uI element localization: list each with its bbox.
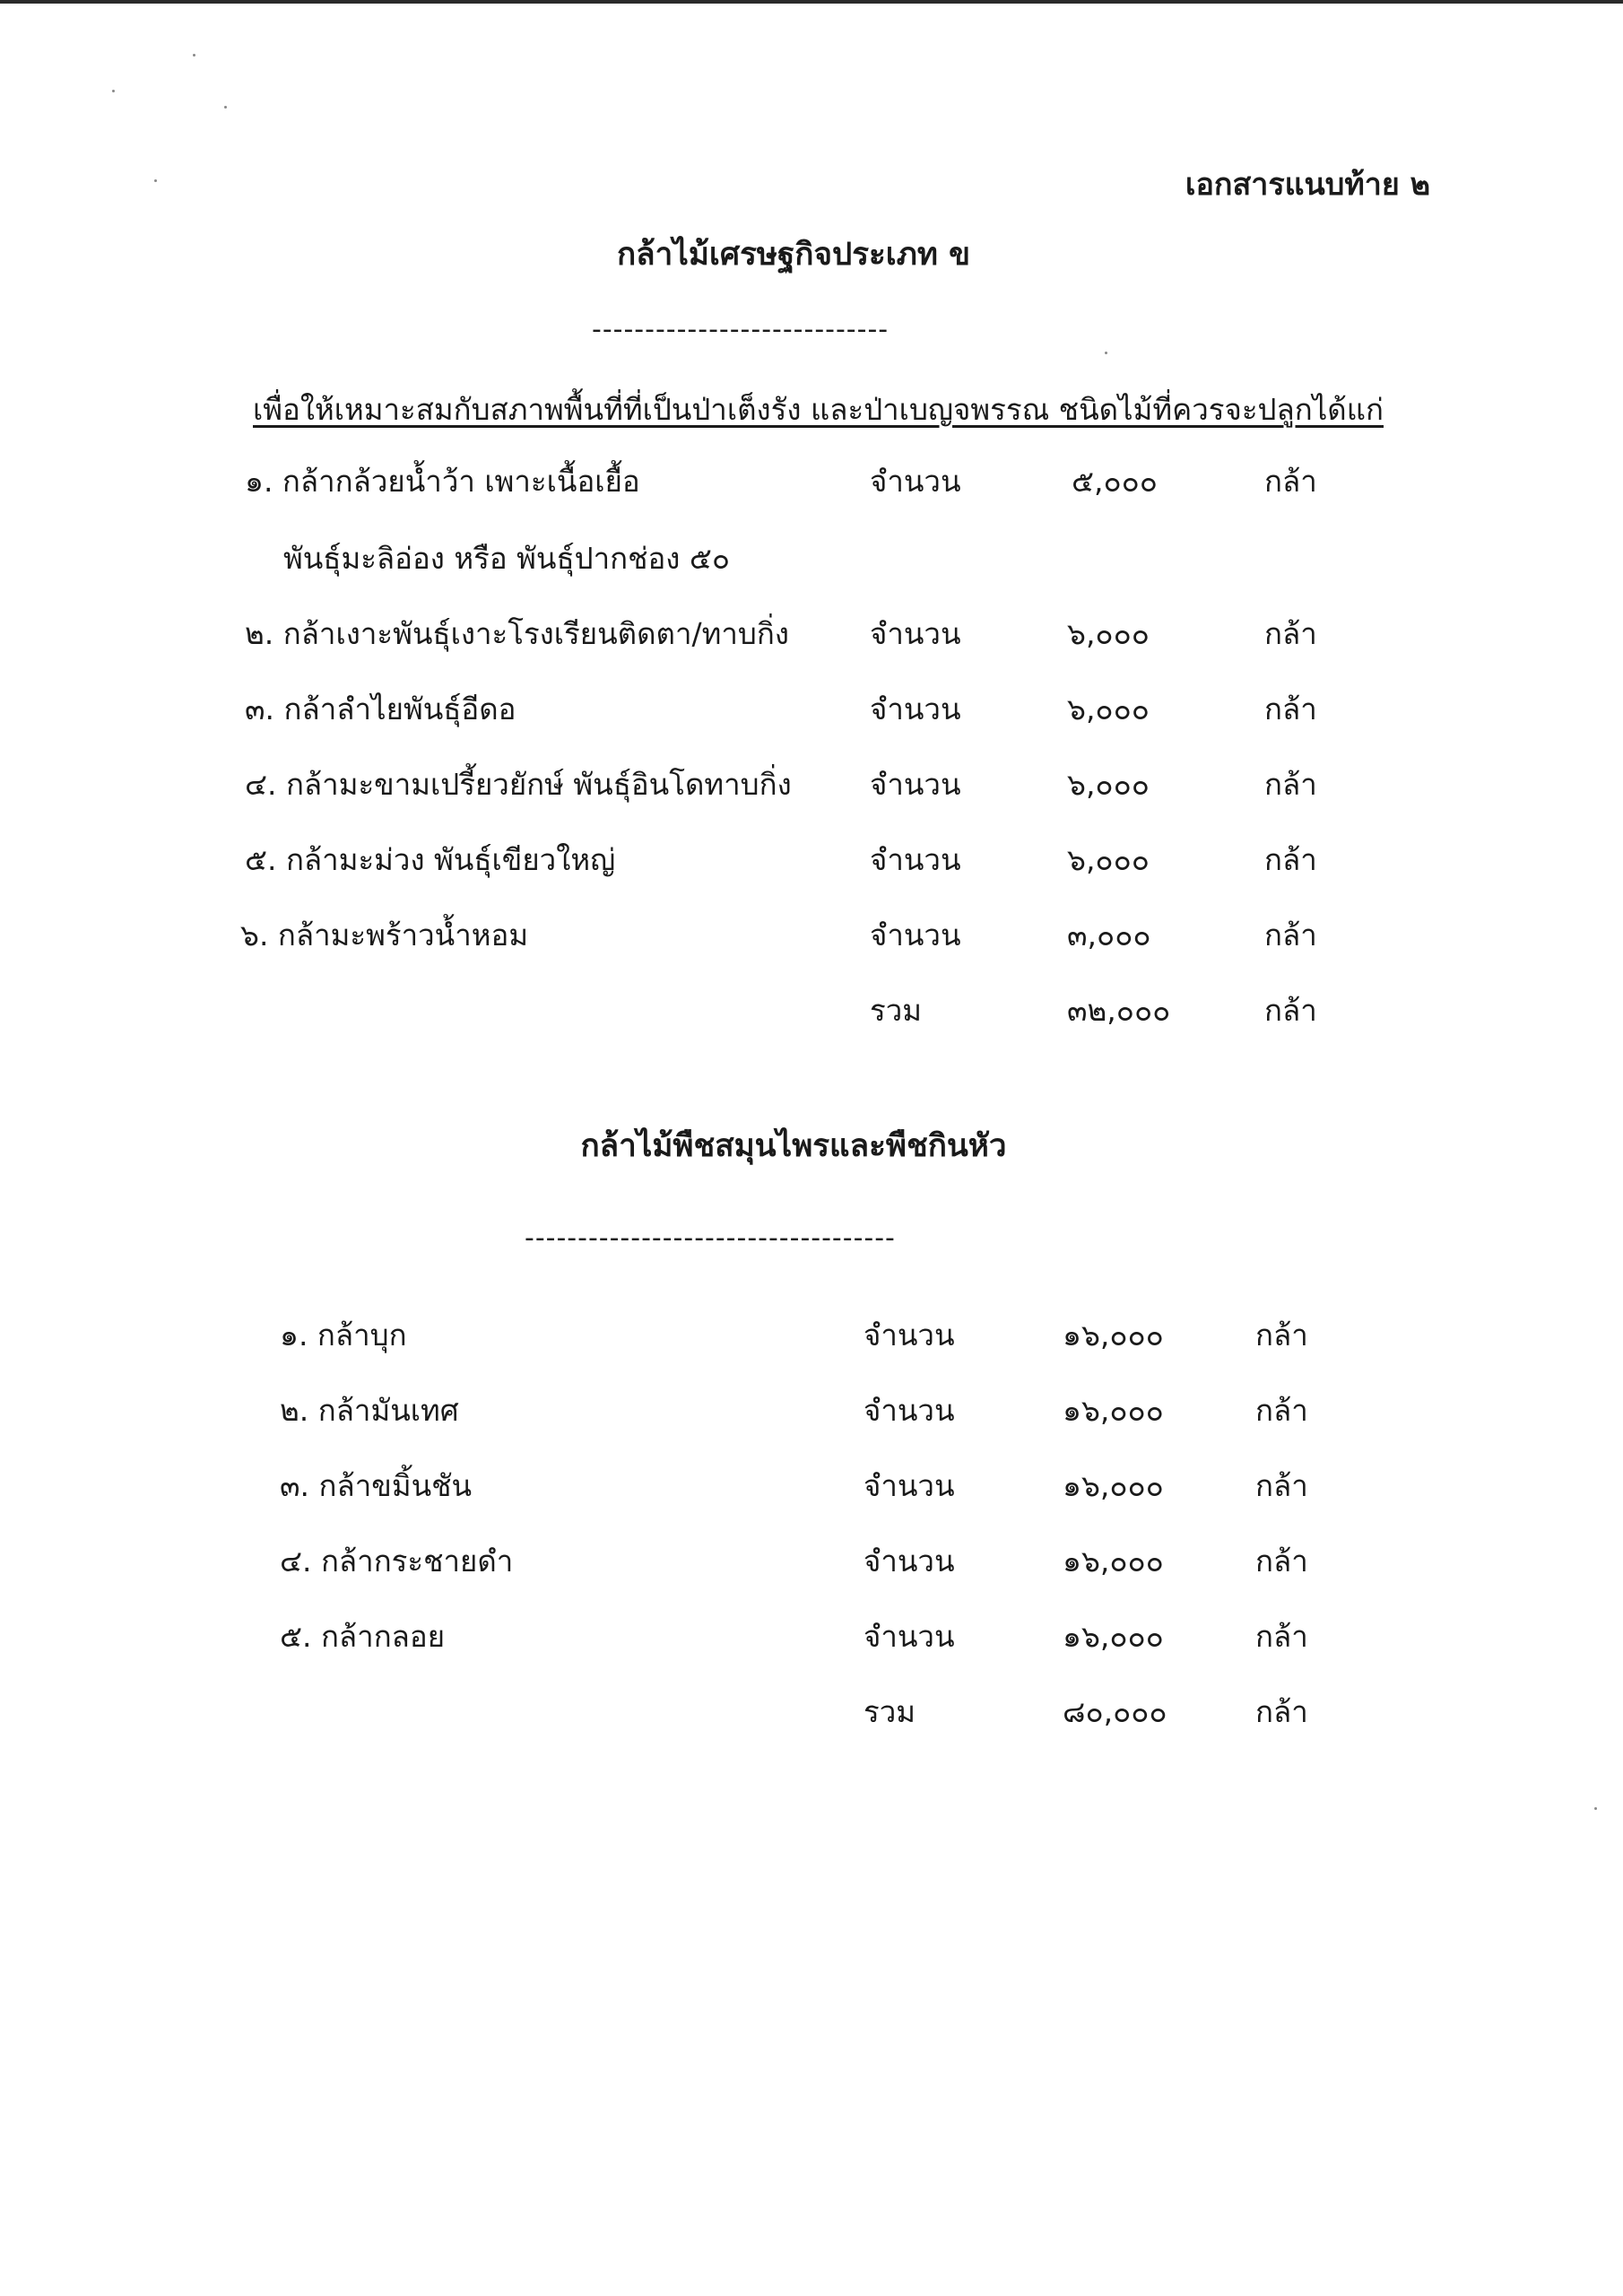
item-quantity: ๖,๐๐๐ [1067, 616, 1150, 651]
list-item [0, 457, 1623, 502]
list-item-continuation [0, 535, 1623, 579]
item-quantity: ๑๖,๐๐๐ [1063, 1619, 1164, 1654]
item-name: ๕. กล้ามะม่วง พันธุ์เขียวใหญ่ [245, 842, 616, 877]
total-unit: กล้า [1255, 1694, 1308, 1729]
item-quantity: ๑๖,๐๐๐ [1063, 1318, 1164, 1352]
item-quantity: ๑๖,๐๐๐ [1063, 1468, 1164, 1503]
item-name: ๖. กล้ามะพร้าวน้ำหอม [240, 918, 529, 952]
item-quantity: ๖,๐๐๐ [1067, 767, 1150, 802]
item-name: ๑. กล้าบุก [280, 1318, 407, 1352]
list-item [0, 836, 1623, 881]
total-quantity: ๘๐,๐๐๐ [1063, 1694, 1167, 1729]
list-item [0, 610, 1623, 655]
list-item [0, 1613, 1623, 1657]
item-name: ๔. กล้ามะขามเปรี้ยวยักษ์ พันธุ์อินโดทาบกิ่ง [245, 767, 792, 802]
amount-label: จำนวน [864, 1393, 955, 1428]
scan-speck [1594, 1807, 1597, 1810]
item-quantity: ๖,๐๐๐ [1067, 842, 1150, 877]
item-unit: กล้า [1255, 1393, 1308, 1428]
amount-label: จำนวน [870, 842, 961, 877]
item-quantity: ๑๖,๐๐๐ [1063, 1544, 1164, 1578]
list-item [0, 1387, 1623, 1431]
item-unit: กล้า [1264, 767, 1317, 802]
scan-speck [154, 179, 157, 182]
item-name: ๓. กล้าขมิ้นชัน [280, 1468, 473, 1503]
list-item [0, 1537, 1623, 1582]
annex-label: เอกสารแนบท้าย ๒ [1185, 167, 1430, 203]
item-unit: กล้า [1264, 616, 1317, 651]
item-name: ๒. กล้ามันเทศ [280, 1393, 459, 1428]
section1-separator: ---------------------------- [592, 314, 890, 345]
total-row [0, 987, 1623, 1031]
section2-separator: ----------------------------------- [525, 1222, 896, 1254]
total-label: รวม [864, 1694, 916, 1729]
total-quantity: ๓๒,๐๐๐ [1067, 993, 1171, 1028]
item-unit: กล้า [1264, 918, 1317, 952]
list-item [0, 911, 1623, 956]
total-unit: กล้า [1264, 993, 1317, 1028]
total-label: รวม [870, 993, 923, 1028]
item-unit: กล้า [1255, 1619, 1308, 1654]
item-name: ๑. กล้ากล้วยน้ำว้า เพาะเนื้อเยื้อ [245, 464, 640, 499]
amount-label: จำนวน [870, 918, 961, 952]
item-unit: กล้า [1264, 842, 1317, 877]
amount-label: จำนวน [870, 767, 961, 802]
scan-speck [1105, 352, 1107, 354]
item-quantity: ๑๖,๐๐๐ [1063, 1393, 1164, 1428]
section1-title: กล้าไม้เศรษฐกิจประเภท ข [616, 237, 971, 273]
item-name: ๒. กล้าเงาะพันธุ์เงาะโรงเรียนติดตา/ทาบกิ่ง [245, 616, 789, 651]
list-item [0, 1311, 1623, 1356]
item-name: ๓. กล้าลำไยพันธุ์อีดอ [245, 691, 516, 726]
item-unit: กล้า [1255, 1468, 1308, 1503]
amount-label: จำนวน [870, 616, 961, 651]
total-row [0, 1688, 1623, 1733]
list-item [0, 685, 1623, 730]
amount-label: จำนวน [864, 1318, 955, 1352]
amount-label: จำนวน [870, 464, 961, 499]
scan-top-edge [0, 0, 1623, 4]
item-quantity: ๕,๐๐๐ [1072, 464, 1158, 499]
section2-title: กล้าไม้พืชสมุนไพรและพืชกินหัว [580, 1128, 1007, 1164]
item-unit: กล้า [1255, 1544, 1308, 1578]
amount-label: จำนวน [864, 1468, 955, 1503]
item-unit: กล้า [1264, 691, 1317, 726]
amount-label: จำนวน [864, 1544, 955, 1578]
list-item [0, 1462, 1623, 1507]
item-unit: กล้า [1264, 464, 1317, 499]
amount-label: จำนวน [870, 691, 961, 726]
scan-speck [224, 106, 227, 109]
item-quantity: ๖,๐๐๐ [1067, 691, 1150, 726]
item-name: ๔. กล้ากระชายดำ [280, 1544, 514, 1578]
scan-speck [112, 90, 115, 92]
section1-intro: เพื่อให้เหมาะสมกับสภาพพื้นที่ที่เป็นป่าเต็งรัง และป่าเบญจพรรณ ชนิดไม้ที่ควรจะปลูกได้แก่ [253, 392, 1384, 427]
scan-speck [193, 54, 195, 57]
item-name: ๕. กล้ากลอย [280, 1619, 446, 1654]
list-item [0, 761, 1623, 805]
item-unit: กล้า [1255, 1318, 1308, 1352]
item-continuation: พันธุ์มะลิอ่อง หรือ พันธุ์ปากช่อง ๕๐ [283, 541, 731, 576]
item-quantity: ๓,๐๐๐ [1067, 918, 1151, 952]
amount-label: จำนวน [864, 1619, 955, 1654]
